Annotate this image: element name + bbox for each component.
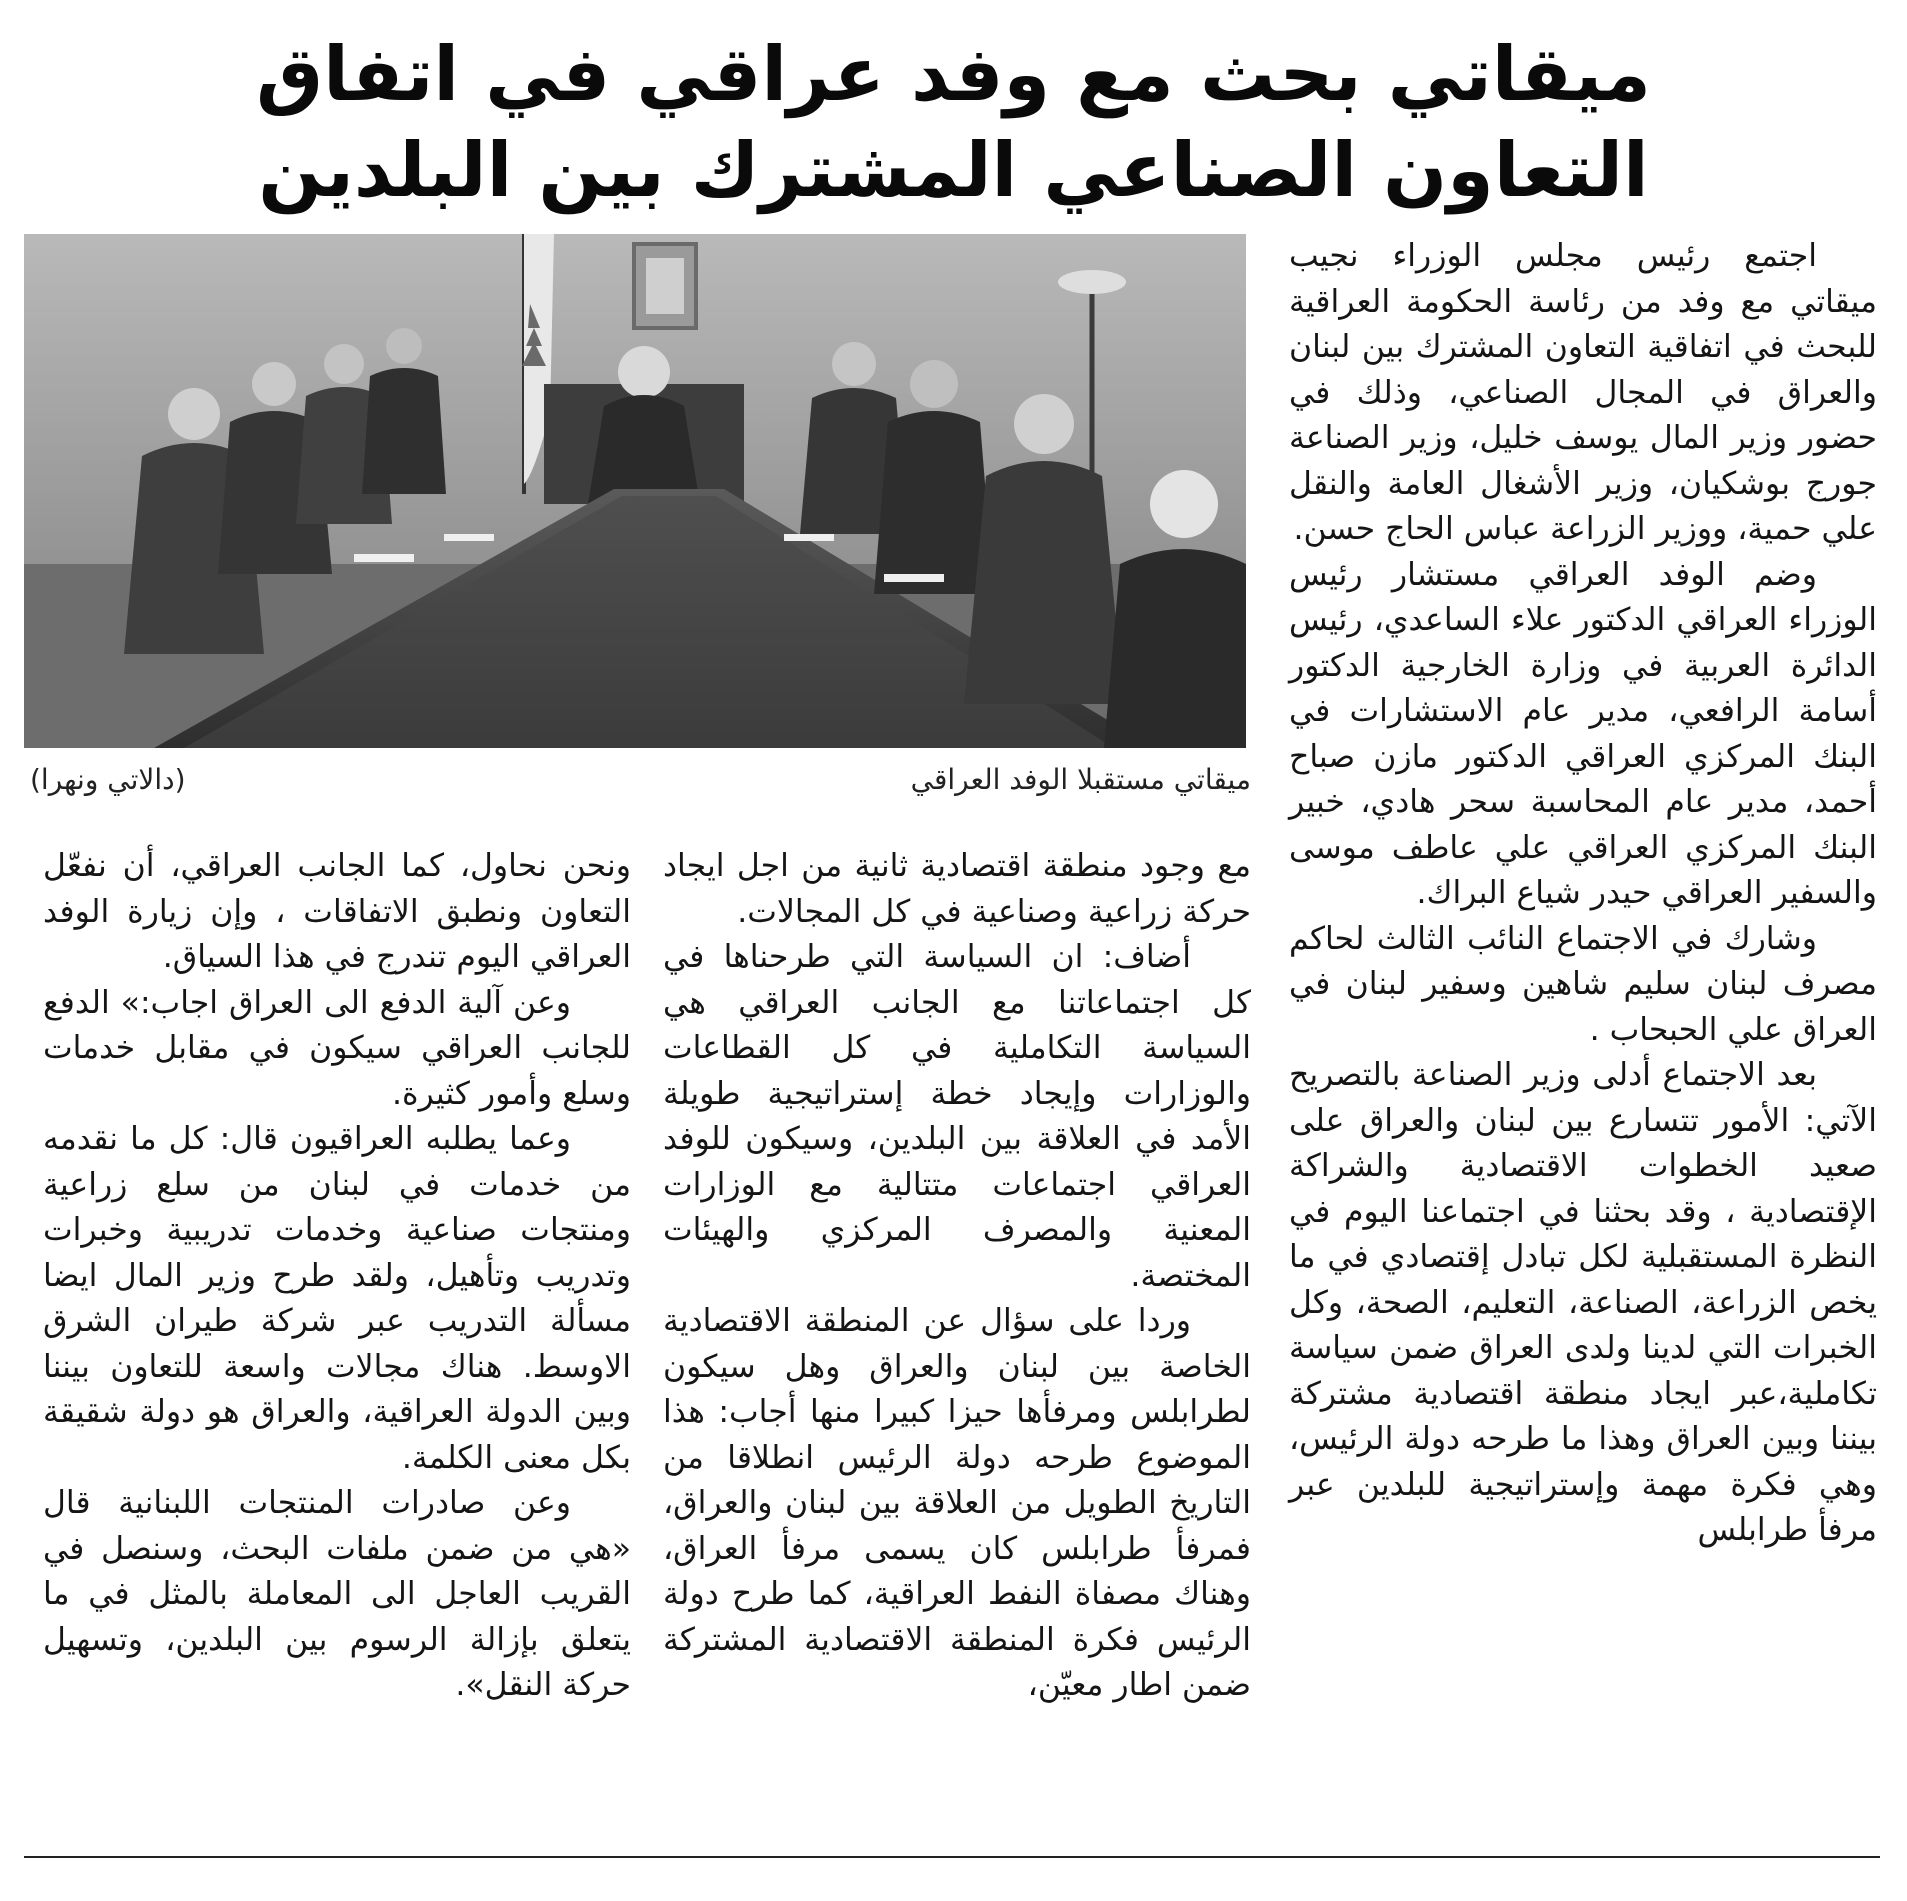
photo-caption: ميقاتي مستقبلا الوفد العراقي (910, 763, 1251, 796)
paragraph: اجتمع رئيس مجلس الوزراء نجيب ميقاتي مع وفد من رئاسة الحكومة العراقية للبحث في اتفاقية التعاون المشترك بين لبنان والعراق في المجال الصناعي، وذلك في حضور وزير المال يوسف خليل، وزير الصناعة جورج بوشكيان، وزير الأشغال العامة والنقل علي حمية، ووزير الزراعة عباس الحاج حسن. (1289, 238, 1877, 547)
paragraph: وعن صادرات المنتجات اللبنانية قال «هي من ضمن ملفات البحث، وسنصل في القريب العاجل الى المعاملة بالمثل في ما يتعلق بإزالة الرسوم بين البلدين، وتسهيل حركة النقل». (43, 1485, 631, 1703)
paragraph: وعما يطلبه العراقيون قال: كل ما نقدمه من خدمات في لبنان من سلع زراعية ومنتجات صناعية وخدمات تدريبية وخبرات وتدريب وتأهيل، ولقد طرح وزير المال ايضا مسألة التدريب عبر شركة طيران الشرق الاوسط. هناك مجالات واسعة للتعاون بيننا وبين الدولة العراقية، والعراق هو دولة شقيقة بكل معنى الكلمة. (43, 1121, 631, 1476)
paragraph: مع وجود منطقة اقتصادية ثانية من اجل ايجاد حركة زراعية وصناعية في كل المجالات. (663, 848, 1251, 930)
bottom-divider (24, 1856, 1880, 1858)
headline-line-2: التعاون الصناعي المشترك بين البلدين (258, 126, 1649, 214)
paragraph: بعد الاجتماع أدلى وزير الصناعة بالتصريح الآتي: الأمور تتسارع بين لبنان والعراق على صعيد الخطوات الاقتصادية والشراكة الإقتصادية ، وقد بحثنا في اجتماعنا اليوم في النظرة المستقبلية لكل تبادل إقتصادي في ما يخص الزراعة، الصناعة، التعليم، الصحة، وكل الخبرات التي لدينا ولدى العراق ضمن سياسة تكاملية،عبر ايجاد منطقة اقتصادية مشتركة بيننا وبين العراق وهذا ما طرحه دولة الرئيس، وهي فكرة مهمة وإستراتيجية للبلدين عبر مرفأ طرابلس (1289, 1057, 1877, 1548)
meeting-photo (24, 234, 1246, 748)
paragraph: ونحن نحاول، كما الجانب العراقي، أن نفعّل التعاون ونطبق الاتفاقات ، وإن زيارة الوفد العراقي اليوم تندرج في هذا السياق. (43, 848, 631, 975)
paragraph: وردا على سؤال عن المنطقة الاقتصادية الخاصة بين لبنان والعراق وهل سيكون لطرابلس ومرفأها حيزا كبيرا منها أجاب: هذا الموضوع طرحه دولة الرئيس انطلاقا من التاريخ الطويل من العلاقة بين لبنان والعراق، فمرفأ طرابلس كان يسمى مرفأ العراق، وهناك مصفاة النفط العراقية، كما طرح دولة الرئيس فكرة المنطقة الاقتصادية المشتركة ضمن اطار معيّن، (663, 1303, 1251, 1703)
headline (30, 26, 1877, 218)
paragraph: وضم الوفد العراقي مستشار رئيس الوزراء العراقي الدكتور علاء الساعدي، رئيس الدائرة العربية في وزارة الخارجية الدكتور أسامة الرافعي، مدير عام الاستشارات في البنك المركزي العراقي الدكتور مازن صباح أحمد، مدير عام المحاسبة سحر هادي، خبير البنك المركزي العراقي علي عاطف موسى والسفير العراقي حيدر شياع البراك. (1289, 556, 1877, 911)
article-column-middle (663, 844, 1251, 1709)
headline-line-1: ميقاتي بحث مع وفد عراقي في اتفاق (256, 30, 1651, 118)
paragraph: وشارك في الاجتماع النائب الثالث لحاكم مصرف لبنان سليم شاهين وسفير لبنان في العراق علي الحبحاب . (1289, 920, 1877, 1048)
paragraph: أضاف: ان السياسة التي طرحناها في كل اجتماعاتنا مع الجانب العراقي هي السياسة التكاملية في كل القطاعات والوزارات وإيجاد خطة إستراتيجية طويلة الأمد في العلاقة بين البلدين، وسيكون للوفد العراقي اجتماعات متتالية مع الوزارات المعنية والمصرف المركزي والهيئات المختصة. (663, 939, 1251, 1294)
article-column-left (43, 844, 631, 1709)
photo-credit: (دالاتي ونهرا) (30, 763, 186, 796)
paragraph: وعن آلية الدفع الى العراق اجاب:» الدفع للجانب العراقي سيكون في مقابل خدمات وسلع وأمور كثيرة. (43, 984, 631, 1112)
article-column-right (1289, 234, 1877, 1554)
